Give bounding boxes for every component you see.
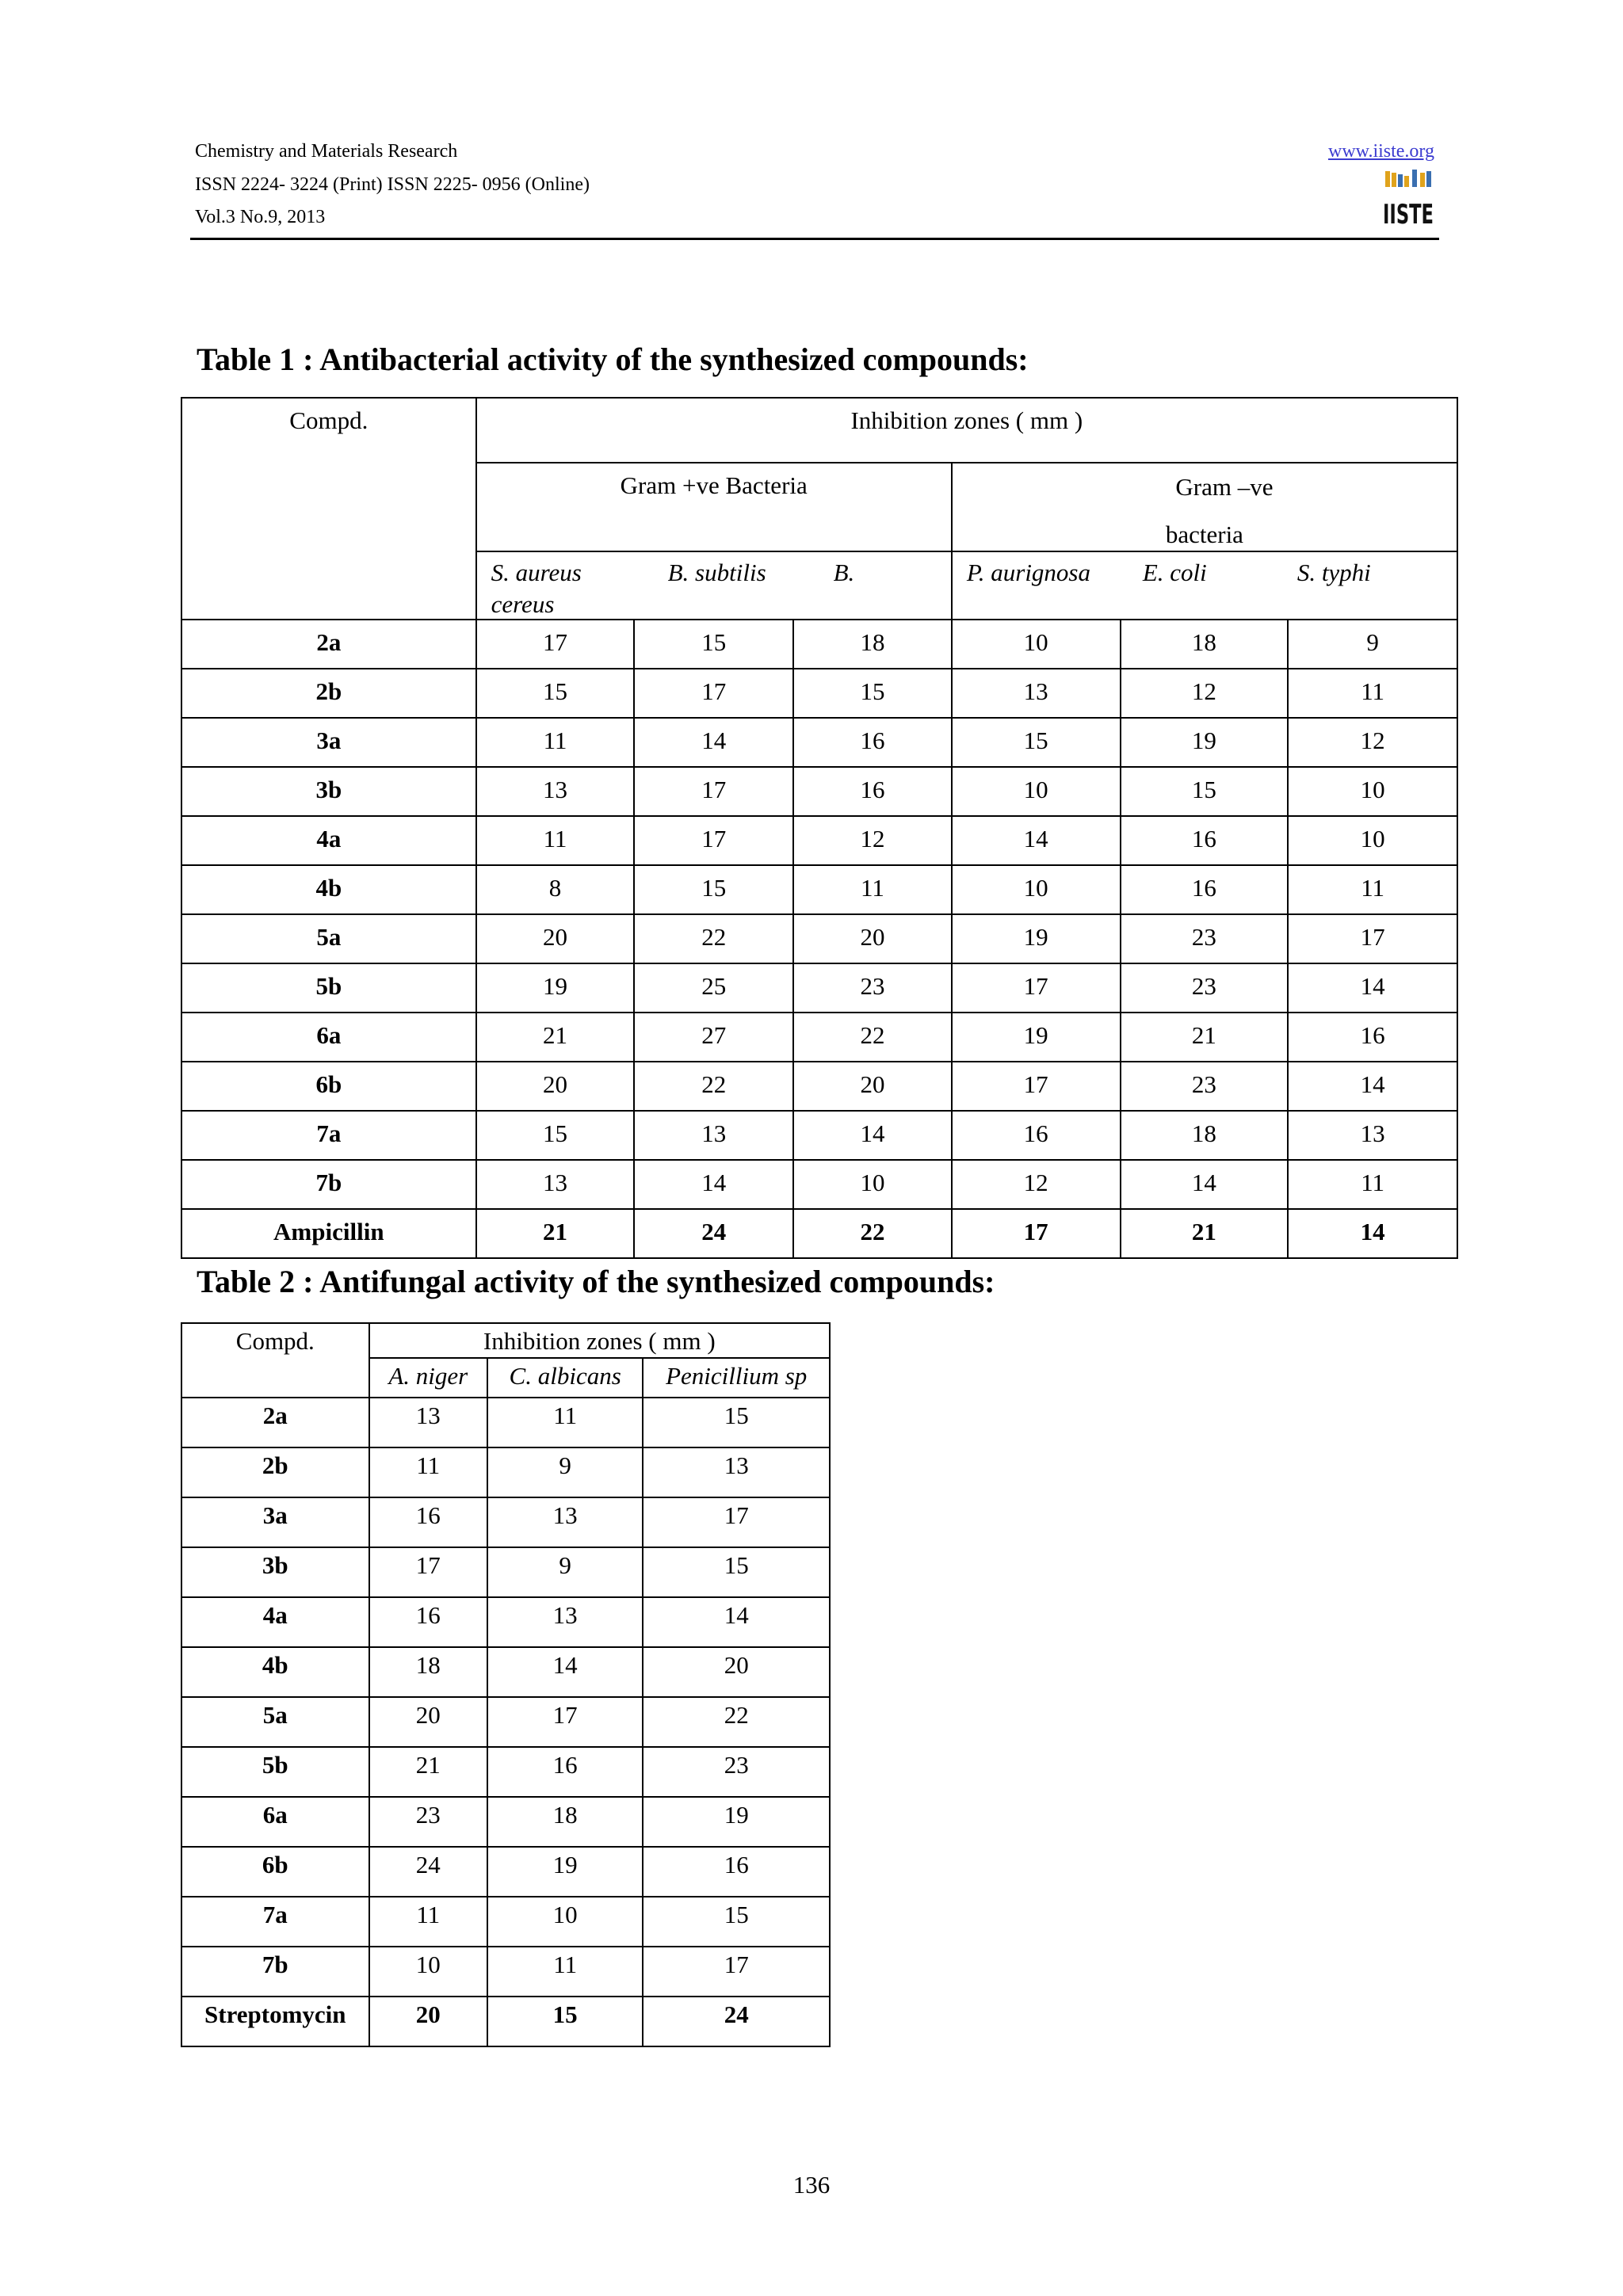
compound-cell: 2b: [181, 1447, 369, 1497]
value-cell: 13: [643, 1447, 830, 1497]
value-cell: 13: [476, 1160, 635, 1209]
organism-cereus: cereus: [491, 590, 555, 618]
organism-penicillium: Penicillium sp: [643, 1358, 830, 1398]
table-row: [181, 963, 1457, 1013]
value-cell: 8: [476, 865, 635, 914]
value-cell: 21: [1121, 1209, 1289, 1258]
value-cell: 13: [369, 1398, 487, 1447]
journal-name: Chemistry and Materials Research: [195, 141, 458, 162]
compound-cell: 4a: [181, 1597, 369, 1647]
organism-s-aureus: S. aureus: [491, 559, 582, 586]
organism-c-albicans: C. albicans: [487, 1358, 643, 1398]
table-row: [181, 620, 1457, 669]
table-row: [181, 669, 1457, 718]
value-cell: 17: [643, 1497, 830, 1547]
table-row: [181, 1597, 830, 1647]
compound-cell: 6a: [181, 1797, 369, 1847]
value-cell: 20: [793, 1062, 952, 1111]
value-cell: 17: [1288, 914, 1457, 963]
value-cell: 19: [476, 963, 635, 1013]
value-cell: 16: [487, 1747, 643, 1797]
table-row: [181, 1013, 1457, 1062]
value-cell: 12: [1121, 669, 1289, 718]
value-cell: 15: [476, 1111, 635, 1160]
table-row: [181, 1797, 830, 1847]
compound-cell: 2a: [181, 1398, 369, 1447]
value-cell: 23: [1121, 1062, 1289, 1111]
value-cell: 27: [634, 1013, 793, 1062]
value-cell: 11: [476, 816, 635, 865]
compound-cell: 5a: [181, 1697, 369, 1747]
value-cell: 18: [1121, 1111, 1289, 1160]
value-cell: 11: [1288, 865, 1457, 914]
value-cell: 20: [793, 914, 952, 963]
value-cell: 9: [487, 1447, 643, 1497]
value-cell: 11: [1288, 669, 1457, 718]
value-cell: 11: [476, 718, 635, 767]
table-row: [181, 1747, 830, 1797]
table-row: [181, 816, 1457, 865]
value-cell: 10: [952, 620, 1121, 669]
value-cell: 19: [952, 914, 1121, 963]
compound-cell: 7b: [181, 1160, 476, 1209]
value-cell: 13: [1288, 1111, 1457, 1160]
value-cell: 19: [952, 1013, 1121, 1062]
inhibition-header: Inhibition zones ( mm ): [369, 1323, 830, 1358]
gram-positive-organisms: [476, 551, 952, 620]
value-cell: 18: [369, 1647, 487, 1697]
value-cell: 22: [634, 914, 793, 963]
value-cell: 23: [1121, 963, 1289, 1013]
organism-e-coli: E. coli: [1142, 559, 1207, 586]
value-cell: 15: [643, 1547, 830, 1597]
journal-issn: ISSN 2224- 3224 (Print) ISSN 2225- 0956 (Online): [195, 174, 590, 195]
compound-cell: Streptomycin: [181, 1997, 369, 2046]
organism-a-niger: A. niger: [369, 1358, 487, 1398]
value-cell: 17: [634, 767, 793, 816]
value-cell: 15: [476, 669, 635, 718]
value-cell: 14: [1288, 1209, 1457, 1258]
compound-cell: 2b: [181, 669, 476, 718]
page-number: 136: [792, 2171, 831, 2199]
table-row: [181, 1111, 1457, 1160]
value-cell: 12: [952, 1160, 1121, 1209]
value-cell: 23: [1121, 914, 1289, 963]
table-row: [181, 914, 1457, 963]
svg-text:IISTE: IISTE: [1383, 199, 1434, 231]
value-cell: 17: [952, 963, 1121, 1013]
value-cell: 13: [634, 1111, 793, 1160]
value-cell: 15: [643, 1897, 830, 1947]
value-cell: 10: [952, 767, 1121, 816]
organism-b-subtilis: B. subtilis: [667, 559, 766, 586]
value-cell: 18: [793, 620, 952, 669]
value-cell: 20: [643, 1647, 830, 1697]
value-cell: 17: [634, 816, 793, 865]
table-row: [181, 1398, 830, 1447]
value-cell: 19: [643, 1797, 830, 1847]
value-cell: 13: [487, 1597, 643, 1647]
table2-caption: Table 2 : Antifungal activity of the synthesized compounds:: [197, 1264, 995, 1299]
value-cell: 17: [369, 1547, 487, 1597]
value-cell: 16: [643, 1847, 830, 1897]
value-cell: 18: [1121, 620, 1289, 669]
compound-cell: 6b: [181, 1847, 369, 1897]
compound-cell: 7a: [181, 1897, 369, 1947]
value-cell: 17: [952, 1209, 1121, 1258]
value-cell: 23: [793, 963, 952, 1013]
value-cell: 14: [487, 1647, 643, 1697]
compound-cell: 3b: [181, 767, 476, 816]
value-cell: 20: [476, 914, 635, 963]
value-cell: 21: [1121, 1013, 1289, 1062]
table-row: [181, 1062, 1457, 1111]
value-cell: 12: [1288, 718, 1457, 767]
value-cell: 17: [476, 620, 635, 669]
value-cell: 10: [952, 865, 1121, 914]
table-row: [181, 865, 1457, 914]
value-cell: 19: [1121, 718, 1289, 767]
compound-cell: 3a: [181, 1497, 369, 1547]
value-cell: 20: [369, 1997, 487, 2046]
value-cell: 19: [487, 1847, 643, 1897]
compd-header: Compd.: [181, 1323, 369, 1398]
gram-positive-header: Gram +ve Bacteria: [476, 463, 952, 551]
value-cell: 10: [793, 1160, 952, 1209]
antifungal-table: [181, 1322, 831, 2047]
table-row: [181, 1897, 830, 1947]
organism-s-typhi: S. typhi: [1296, 559, 1371, 586]
table-row: [181, 1547, 830, 1597]
compound-cell: 6a: [181, 1013, 476, 1062]
value-cell: 15: [952, 718, 1121, 767]
value-cell: 11: [487, 1947, 643, 1997]
table-row: [181, 1160, 1457, 1209]
table-row: [181, 1447, 830, 1497]
value-cell: 16: [1288, 1013, 1457, 1062]
gram-negative-line2: bacteria: [1165, 521, 1243, 548]
journal-volume: Vol.3 No.9, 2013: [195, 207, 326, 227]
compound-cell: 2a: [181, 620, 476, 669]
value-cell: 17: [634, 669, 793, 718]
value-cell: 21: [369, 1747, 487, 1797]
value-cell: 13: [476, 767, 635, 816]
value-cell: 11: [369, 1447, 487, 1497]
value-cell: 15: [634, 865, 793, 914]
value-cell: 14: [1121, 1160, 1289, 1209]
value-cell: 24: [643, 1997, 830, 2046]
gram-negative-organisms: [952, 551, 1457, 620]
compound-cell: 7b: [181, 1947, 369, 1997]
compound-cell: 3a: [181, 718, 476, 767]
organism-b: B.: [833, 559, 855, 586]
antibacterial-table: [181, 397, 1458, 1259]
compound-cell: 4b: [181, 1647, 369, 1697]
inhibition-header: Inhibition zones ( mm ): [476, 398, 1457, 463]
value-cell: 17: [643, 1947, 830, 1997]
compound-cell: 7a: [181, 1111, 476, 1160]
value-cell: 10: [369, 1947, 487, 1997]
organism-p-aurignosa: P. aurignosa: [966, 559, 1090, 586]
value-cell: 16: [793, 718, 952, 767]
value-cell: 20: [369, 1697, 487, 1747]
table1-caption: Table 1 : Antibacterial activity of the synthesized compounds:: [197, 341, 1029, 377]
table-row: [181, 1947, 830, 1997]
value-cell: 14: [1288, 1062, 1457, 1111]
value-cell: 22: [793, 1209, 952, 1258]
table-row: [181, 1647, 830, 1697]
value-cell: 14: [634, 1160, 793, 1209]
value-cell: 16: [793, 767, 952, 816]
compd-header: Compd.: [181, 398, 476, 620]
value-cell: 16: [369, 1597, 487, 1647]
compound-cell: 4b: [181, 865, 476, 914]
compound-cell: 4a: [181, 816, 476, 865]
value-cell: 15: [793, 669, 952, 718]
gram-negative-header: [952, 463, 1457, 551]
header-rule: [190, 238, 1439, 240]
value-cell: 14: [643, 1597, 830, 1647]
compound-cell: 5b: [181, 1747, 369, 1797]
value-cell: 21: [476, 1013, 635, 1062]
iiste-logo: [1381, 168, 1436, 231]
value-cell: 22: [793, 1013, 952, 1062]
value-cell: 11: [1288, 1160, 1457, 1209]
value-cell: 23: [643, 1747, 830, 1797]
value-cell: 21: [476, 1209, 635, 1258]
value-cell: 9: [487, 1547, 643, 1597]
value-cell: 18: [487, 1797, 643, 1847]
value-cell: 15: [643, 1398, 830, 1447]
compound-cell: 6b: [181, 1062, 476, 1111]
value-cell: 22: [634, 1062, 793, 1111]
value-cell: 16: [369, 1497, 487, 1547]
journal-url-link[interactable]: www.iiste.org: [1328, 141, 1434, 162]
value-cell: 25: [634, 963, 793, 1013]
value-cell: 11: [369, 1897, 487, 1947]
value-cell: 23: [369, 1797, 487, 1847]
value-cell: 22: [643, 1697, 830, 1747]
value-cell: 11: [487, 1398, 643, 1447]
value-cell: 11: [793, 865, 952, 914]
value-cell: 13: [952, 669, 1121, 718]
value-cell: 17: [952, 1062, 1121, 1111]
table-row: [181, 1847, 830, 1897]
table-row: [181, 718, 1457, 767]
value-cell: 24: [634, 1209, 793, 1258]
value-cell: 15: [487, 1997, 643, 2046]
value-cell: 20: [476, 1062, 635, 1111]
value-cell: 16: [1121, 865, 1289, 914]
value-cell: 9: [1288, 620, 1457, 669]
value-cell: 24: [369, 1847, 487, 1897]
table-row: [181, 1697, 830, 1747]
compound-cell: 5b: [181, 963, 476, 1013]
table-row: [181, 1209, 1457, 1258]
value-cell: 14: [634, 718, 793, 767]
value-cell: 10: [1288, 767, 1457, 816]
value-cell: 15: [1121, 767, 1289, 816]
gram-negative-line1: Gram –ve: [1175, 473, 1274, 501]
value-cell: 15: [634, 620, 793, 669]
value-cell: 14: [952, 816, 1121, 865]
compound-cell: 3b: [181, 1547, 369, 1597]
table-row: [181, 1997, 830, 2046]
value-cell: 16: [952, 1111, 1121, 1160]
compound-cell: Ampicillin: [181, 1209, 476, 1258]
value-cell: 16: [1121, 816, 1289, 865]
value-cell: 13: [487, 1497, 643, 1547]
value-cell: 10: [487, 1897, 643, 1947]
value-cell: 12: [793, 816, 952, 865]
value-cell: 14: [1288, 963, 1457, 1013]
value-cell: 14: [793, 1111, 952, 1160]
table-row: [181, 1497, 830, 1547]
value-cell: 17: [487, 1697, 643, 1747]
compound-cell: 5a: [181, 914, 476, 963]
value-cell: 10: [1288, 816, 1457, 865]
table-row: [181, 767, 1457, 816]
